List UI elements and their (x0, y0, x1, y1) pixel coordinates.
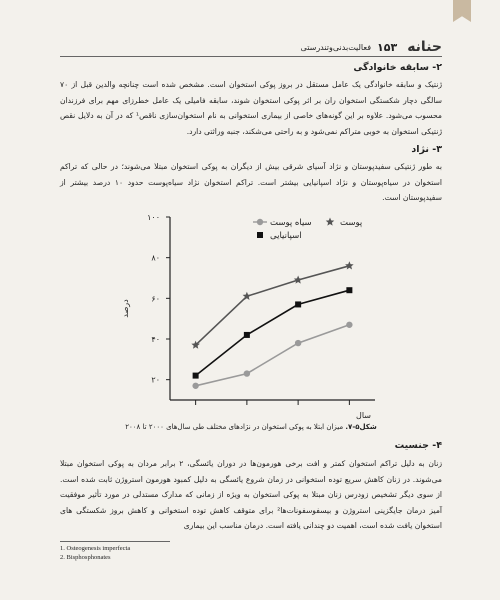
y-tick-label: ۸۰ (151, 253, 160, 263)
x-axis-label: سال (356, 411, 371, 420)
line-chart (100, 205, 390, 425)
bookmark-ribbon[interactable] (453, 0, 471, 22)
marker-circle (346, 322, 352, 328)
section-heading-family-history: ۲- سابقه خانوادگی (353, 62, 442, 73)
section-heading-race: ۳- نژاد (411, 144, 442, 155)
section-heading-gender: ۴- جنسیت (394, 440, 442, 451)
y-tick-label: ۱۰۰ (147, 213, 160, 222)
footnote-divider (60, 541, 170, 542)
x-axis-ticks (196, 400, 350, 405)
chart-legend (253, 218, 363, 242)
chapter-title: فعالیت‌بدنی‌وتندرستی (300, 42, 372, 52)
figure-osteoporosis-chart (100, 205, 390, 425)
footnote-2: 2. Bisphosphonates (60, 554, 111, 561)
footnotes (60, 544, 130, 562)
marker-square (295, 301, 301, 307)
paragraph-race: به طور ژنتیکی سفیدپوستان و نژاد آسیای شرقی بیش از دیگران به پوکی استخوان مبتلا می‌شوند؛ در حالی که تراکم استخوان در سیاه‌پوستان و نژاد اسپانیایی بیشتر است. تراکم استخوان نژاد سیاه‌پوست حدود ۱۰ درصد بیشتر از سفیدپوستان است. (60, 162, 442, 202)
page-number: ۱۵۳ (377, 40, 398, 54)
marker-circle (295, 340, 301, 346)
marker-star (294, 276, 303, 284)
publisher-logo: حنانه (407, 39, 442, 55)
marker-circle (192, 383, 198, 389)
y-tick-label: ۲۰ (151, 375, 160, 385)
legend-label: پوست (340, 218, 363, 228)
header-divider (60, 56, 442, 57)
paragraph-gender: زنان به دلیل تراکم استخوان کمتر و افت برخی هورمون‌ها در دوران یائسگی، ۲ برابر مردان به پوکی استخوان مبتلا می‌شوند. در زنان کاهش سریع توده استخوانی در زمان شروع یائسگی به دلیل کمبود هورمون استروژن ثابت شده است. از سوی دیگر تشخیص زودرس زنان مبتلا به پوکی استخوان به ویژه از زمانی که مدارک مستدلی در مورد تأثیر موفقیت آمیز درمان جایگزینی استروژن و بیسفوسفونات‌ها² برای متوقف کاهش توده استخوانی و کاهش بروز شکستگی های استخوان یافت شده است، اهمیت دو چندانی یافته است. درمان مناسب این بیماری (60, 459, 442, 530)
marker-star (326, 218, 335, 226)
figure-caption-label: شکل۵-۷. (345, 423, 377, 431)
page-header (60, 38, 442, 56)
marker-square (257, 232, 263, 238)
y-tick-label: ۶۰ (151, 294, 160, 304)
marker-square (346, 287, 352, 293)
series-line (196, 325, 350, 386)
y-tick-label: ۴۰ (151, 335, 160, 344)
series-lines (196, 266, 350, 386)
marker-star (345, 261, 354, 269)
footnote-1: 1. Osteogenesis imperfecta (60, 545, 131, 552)
figure-caption (60, 423, 442, 431)
paragraph-family-history: ژنتیک و سابقه خانوادگی یک عامل مستقل در بروز پوکی استخوان است. مشخص شده است چنانچه والدین قبل از ۷۰ سالگی دچار شکستگی استخوان ران بر اثر پوکی استخوان شوند، سابقه فامیلی یک عامل خطرزای مهم برای فرزندان محسوب می‌شود. علاوه بر این گونه‌های خاصی از بیماری استخوانی به نام استخوان‌سازی ناقص¹ که در آن به دلایل نقص ژنتیکی استخوان به خوبی متراکم نمی‌شود و به راحتی می‌شکند، جنبه وراثتی دارد. (60, 80, 442, 136)
y-axis-ticks (147, 213, 170, 385)
y-axis-label: درصد (121, 299, 130, 318)
chart-axes (170, 217, 375, 400)
legend-label: اسپانیایی (270, 231, 302, 241)
marker-square (193, 373, 199, 379)
marker-square (244, 332, 250, 338)
figure-caption-text: میزان ابتلا به پوکی استخوان در نژادهای مختلف طی سال‌های ۲۰۰۰ تا ۲۰۰۸ (125, 423, 344, 431)
marker-circle (244, 370, 250, 376)
legend-label: سیاه پوست (270, 218, 312, 228)
